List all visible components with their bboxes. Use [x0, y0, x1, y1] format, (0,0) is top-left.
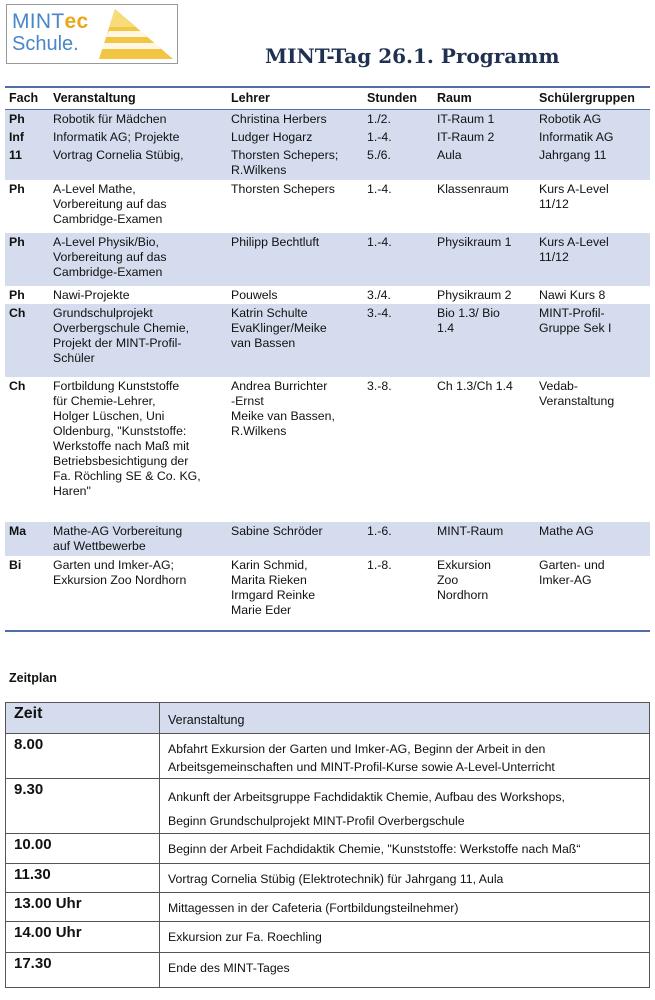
raum-cell: [433, 556, 535, 631]
stunden-cell: 3.-4.: [363, 304, 433, 377]
fach-cell: Ph: [5, 110, 49, 129]
program-row: [5, 180, 650, 233]
zeitplan-row: [6, 834, 650, 864]
zeitplan-time: 13.00 Uhr: [6, 893, 160, 922]
veranstaltung-cell-line: Overbergschule Chemie,: [53, 321, 190, 335]
zeitplan-time: 11.30: [6, 864, 160, 893]
raum-cell-line: IT-Raum 2: [437, 130, 495, 144]
zeitplan-row: [6, 922, 650, 953]
header-stunden: Stunden: [363, 87, 433, 110]
stunden-cell: 3./4.: [367, 288, 391, 302]
gruppe-cell-line: Kurs A-Level: [539, 235, 609, 249]
fach-cell: Bi: [5, 556, 49, 631]
veranstaltung-cell-line: Cambridge-Examen: [53, 265, 163, 279]
program-row: [5, 556, 650, 631]
veranstaltung-cell: [49, 304, 227, 377]
veranstaltung-cell-line: Werkstoffe nach Maß mit: [53, 439, 190, 453]
gruppe-cell-line: Garten- und: [539, 558, 605, 572]
veranstaltung-cell: [49, 110, 227, 129]
zeitplan-time: 17.30: [6, 953, 160, 988]
logo-mint-text: MINT: [12, 10, 65, 33]
veranstaltung-cell-line: Fortbildung Kunststoffe: [53, 379, 180, 393]
raum-cell: [433, 233, 535, 286]
veranstaltung-cell: [49, 146, 227, 180]
gruppe-cell-line: Jahrgang 11: [539, 148, 607, 162]
lehrer-cell-line: R.Wilkens: [231, 163, 287, 177]
veranstaltung-cell-line: Fa. Röchling SE & Co. KG,: [53, 469, 201, 483]
stunden-cell: 3.-8.: [367, 379, 392, 393]
zeitplan-event-line: Vortrag Cornelia Stübig (Elektrotechnik) für Jahrgang 11, Aula: [168, 872, 504, 886]
program-table: [5, 86, 650, 632]
zeitplan-event-line: Abfahrt Exkursion der Garten und Imker-AG, Beginn der Arbeit in den: [168, 742, 546, 756]
program-header-row: [5, 87, 650, 110]
lehrer-cell-line: Marie Eder: [231, 603, 292, 617]
gruppe-cell: [535, 556, 650, 631]
raum-cell: [433, 146, 535, 180]
stunden-cell: 1.-4.: [367, 182, 392, 196]
header-raum: Raum: [433, 87, 535, 110]
gruppe-cell: [535, 128, 650, 146]
lehrer-cell-line: Marita Rieken: [231, 573, 307, 587]
veranstaltung-cell-line: Vortrag Cornelia Stübig,: [53, 148, 184, 162]
raum-cell: [433, 286, 535, 304]
lehrer-cell: [227, 556, 363, 631]
zeitplan-event-line: Ende des MINT-Tages: [168, 961, 290, 975]
veranstaltung-cell-line: Betriebsbesichtigung der: [53, 454, 189, 468]
veranstaltung-cell: [49, 286, 227, 304]
veranstaltung-cell-line: Robotik für Mädchen: [53, 112, 167, 126]
zeitplan-label: Zeitplan: [9, 671, 57, 685]
lehrer-cell-line: Sabine Schröder: [231, 524, 323, 538]
gruppe-cell: [535, 377, 650, 522]
lehrer-cell-line: -Ernst: [231, 394, 264, 408]
program-row: [5, 377, 650, 522]
gruppe-cell: [535, 233, 650, 286]
program-row: [5, 304, 650, 377]
zeitplan-header-row: [6, 703, 650, 734]
veranstaltung-cell-line: Exkursion Zoo Nordhorn: [53, 573, 187, 587]
fach-cell: 11: [5, 146, 49, 180]
veranstaltung-cell-line: A-Level Physik/Bio,: [53, 235, 159, 249]
lehrer-cell: [227, 286, 363, 304]
veranstaltung-cell-line: Haren": [53, 484, 91, 498]
lehrer-cell-line: Christina Herbers: [231, 112, 327, 126]
gruppe-cell: [535, 286, 650, 304]
veranstaltung-cell-line: Vorbereitung auf das: [53, 250, 167, 264]
gruppe-cell-line: Gruppe Sek I: [539, 321, 612, 335]
header-lehrer: Lehrer: [227, 87, 363, 110]
veranstaltung-cell-line: Cambridge-Examen: [53, 212, 163, 226]
lehrer-cell: [227, 128, 363, 146]
veranstaltung-cell-line: Informatik AG; Projekte: [53, 130, 180, 144]
veranstaltung-cell: [49, 233, 227, 286]
raum-cell-line: Exkursion: [437, 558, 491, 572]
program-row: [5, 233, 650, 286]
zeitplan-row: [6, 734, 650, 779]
stunden-cell: 1.-6.: [363, 522, 433, 556]
raum-cell-line: Ch 1.3/Ch 1.4: [437, 379, 513, 393]
lehrer-cell-line: EvaKlinger/Meike: [231, 321, 327, 335]
program-row: [5, 146, 650, 180]
logo-schule-text: Schule.: [12, 33, 79, 55]
zeitplan-event-line: Beginn der Arbeit Fachdidaktik Chemie, "Kunststoffe: Werkstoffe nach Maß“: [168, 842, 581, 856]
lehrer-cell-line: Thorsten Schepers;: [231, 148, 339, 162]
raum-cell-line: Klassenraum: [437, 182, 509, 196]
program-row: [5, 522, 650, 556]
zeitplan-event-line: Ankunft der Arbeitsgruppe Fachdidaktik Chemie, Aufbau des Workshops,: [168, 790, 565, 804]
raum-cell: [433, 522, 535, 556]
zeitplan-row: [6, 953, 650, 988]
zeitplan-time: 8.00: [6, 734, 160, 779]
gruppe-cell-line: Veranstaltung: [539, 394, 615, 408]
lehrer-cell-line: Thorsten Schepers: [231, 182, 335, 196]
zeitplan-event: [160, 893, 650, 922]
zeitplan-event: [160, 922, 650, 953]
fach-cell: Ph: [9, 182, 25, 196]
lehrer-cell-line: Meike van Bassen,: [231, 409, 335, 423]
raum-cell-line: Physikraum 1: [437, 235, 512, 249]
program-row: [5, 110, 650, 129]
veranstaltung-cell-line: Grundschulprojekt: [53, 306, 153, 320]
gruppe-cell-line: Nawi Kurs 8: [539, 288, 606, 302]
gruppe-cell: [535, 522, 650, 556]
gruppe-cell: [535, 110, 650, 129]
pyramid-logo-icon: [79, 7, 175, 61]
zeitplan-event: [160, 779, 650, 834]
raum-cell: [433, 377, 535, 522]
lehrer-cell-line: R.Wilkens: [231, 424, 287, 438]
raum-cell: [433, 128, 535, 146]
raum-cell-line: Bio 1.3/ Bio: [437, 306, 500, 320]
lehrer-cell: [227, 110, 363, 129]
lehrer-cell-line: Irmgard Reinke: [231, 588, 316, 602]
fach-cell: Ch: [5, 304, 49, 377]
lehrer-cell: [227, 304, 363, 377]
raum-cell-line: MINT-Raum: [437, 524, 504, 538]
gruppe-cell: [535, 180, 650, 233]
lehrer-cell-line: Philipp Bechtluft: [231, 235, 320, 249]
lehrer-cell: [227, 377, 363, 522]
fach-cell: Ch: [9, 379, 26, 393]
zeitplan-event: [160, 864, 650, 893]
zeitplan-event-line: Beginn Grundschulprojekt MINT-Profil Overbergschule: [168, 814, 465, 828]
stunden-cell: 1.-4.: [363, 233, 433, 286]
gruppe-cell-line: Kurs A-Level: [539, 182, 609, 196]
program-row: [5, 128, 650, 146]
raum-cell-line: Aula: [437, 148, 462, 162]
zeitplan-header-zeit: Zeit: [6, 703, 160, 734]
zeitplan-time: 10.00: [6, 834, 160, 864]
veranstaltung-cell-line: auf Wettbewerbe: [53, 539, 146, 553]
fach-cell: Ma: [5, 522, 49, 556]
zeitplan-event: [160, 834, 650, 864]
veranstaltung-cell: [49, 377, 227, 522]
lehrer-cell-line: Andrea Burrichter: [231, 379, 328, 393]
stunden-cell: 1./2.: [363, 110, 433, 129]
zeitplan-table: [5, 702, 650, 988]
lehrer-cell: [227, 146, 363, 180]
page-title: MINT-Tag 26.1. Programm: [265, 44, 560, 68]
gruppe-cell-line: 11/12: [539, 197, 569, 211]
zeitplan-header-veranstaltung: Veranstaltung: [160, 703, 650, 734]
stunden-cell: 5./6.: [363, 146, 433, 180]
gruppe-cell-line: Imker-AG: [539, 573, 592, 587]
veranstaltung-cell-line: Schüler: [53, 351, 95, 365]
veranstaltung-cell: [49, 556, 227, 631]
zeitplan-event: [160, 734, 650, 779]
zeitplan-row: [6, 893, 650, 922]
veranstaltung-cell-line: Garten und Imker-AG;: [53, 558, 174, 572]
gruppe-cell: [535, 304, 650, 377]
gruppe-cell-line: Mathe AG: [539, 524, 594, 538]
raum-cell-line: Physikraum 2: [437, 288, 512, 302]
lehrer-cell: [227, 180, 363, 233]
zeitplan-event: [160, 953, 650, 988]
stunden-cell: 1.-4.: [363, 128, 433, 146]
veranstaltung-cell-line: für Chemie-Lehrer,: [53, 394, 156, 408]
zeitplan-event-line: Arbeitsgemeinschaften und MINT-Profil-Kurse sowie A-Level-Unterricht: [168, 760, 555, 774]
lehrer-cell: [227, 522, 363, 556]
lehrer-cell-line: Pouwels: [231, 288, 278, 302]
veranstaltung-cell-line: Nawi-Projekte: [53, 288, 130, 302]
raum-cell-line: Zoo: [437, 573, 459, 587]
veranstaltung-cell-line: Oldenburg, "Kunststoffe:: [53, 424, 187, 438]
gruppe-cell: [535, 146, 650, 180]
stunden-cell: 1.-8.: [363, 556, 433, 631]
raum-cell: [433, 180, 535, 233]
gruppe-cell-line: MINT-Profil-: [539, 306, 605, 320]
veranstaltung-cell: [49, 180, 227, 233]
gruppe-cell-line: Vedab-: [539, 379, 578, 393]
veranstaltung-cell-line: A-Level Mathe,: [53, 182, 136, 196]
lehrer-cell-line: Ludger Hogarz: [231, 130, 313, 144]
lehrer-cell-line: Katrin Schulte: [231, 306, 308, 320]
raum-cell-line: 1.4: [437, 321, 455, 335]
veranstaltung-cell-line: Holger Lüschen, Uni: [53, 409, 165, 423]
veranstaltung-cell-line: Projekt der MINT-Profil-: [53, 336, 182, 350]
lehrer-cell-line: Karin Schmid,: [231, 558, 308, 572]
zeitplan-time: 9.30: [6, 779, 160, 834]
lehrer-cell: [227, 233, 363, 286]
zeitplan-event-line: Mittagessen in der Cafeteria (Fortbildungsteilnehmer): [168, 901, 459, 915]
header-veranstaltung: Veranstaltung: [49, 87, 227, 110]
gruppe-cell-line: 11/12: [539, 250, 569, 264]
gruppe-cell-line: Robotik AG: [539, 112, 602, 126]
zeitplan-event-line: Exkursion zur Fa. Roechling: [168, 930, 322, 944]
veranstaltung-cell-line: Vorbereitung auf das: [53, 197, 167, 211]
veranstaltung-cell: [49, 522, 227, 556]
fach-cell: Ph: [5, 233, 49, 286]
header-schuelergruppen: Schülergruppen: [535, 87, 650, 110]
header-fach: Fach: [5, 87, 49, 110]
raum-cell: [433, 304, 535, 377]
school-logo: [6, 4, 178, 64]
gruppe-cell-line: Informatik AG: [539, 130, 614, 144]
fach-cell: Inf: [5, 128, 49, 146]
logo-ec-text: ec: [64, 10, 89, 33]
zeitplan-row: [6, 864, 650, 893]
program-row: [5, 286, 650, 304]
veranstaltung-cell: [49, 128, 227, 146]
lehrer-cell-line: van Bassen: [231, 336, 296, 350]
raum-cell-line: IT-Raum 1: [437, 112, 495, 126]
raum-cell: [433, 110, 535, 129]
raum-cell-line: Nordhorn: [437, 588, 489, 602]
fach-cell: Ph: [9, 288, 25, 302]
zeitplan-row: [6, 779, 650, 834]
zeitplan-time: 14.00 Uhr: [6, 922, 160, 953]
veranstaltung-cell-line: Mathe-AG Vorbereitung: [53, 524, 183, 538]
